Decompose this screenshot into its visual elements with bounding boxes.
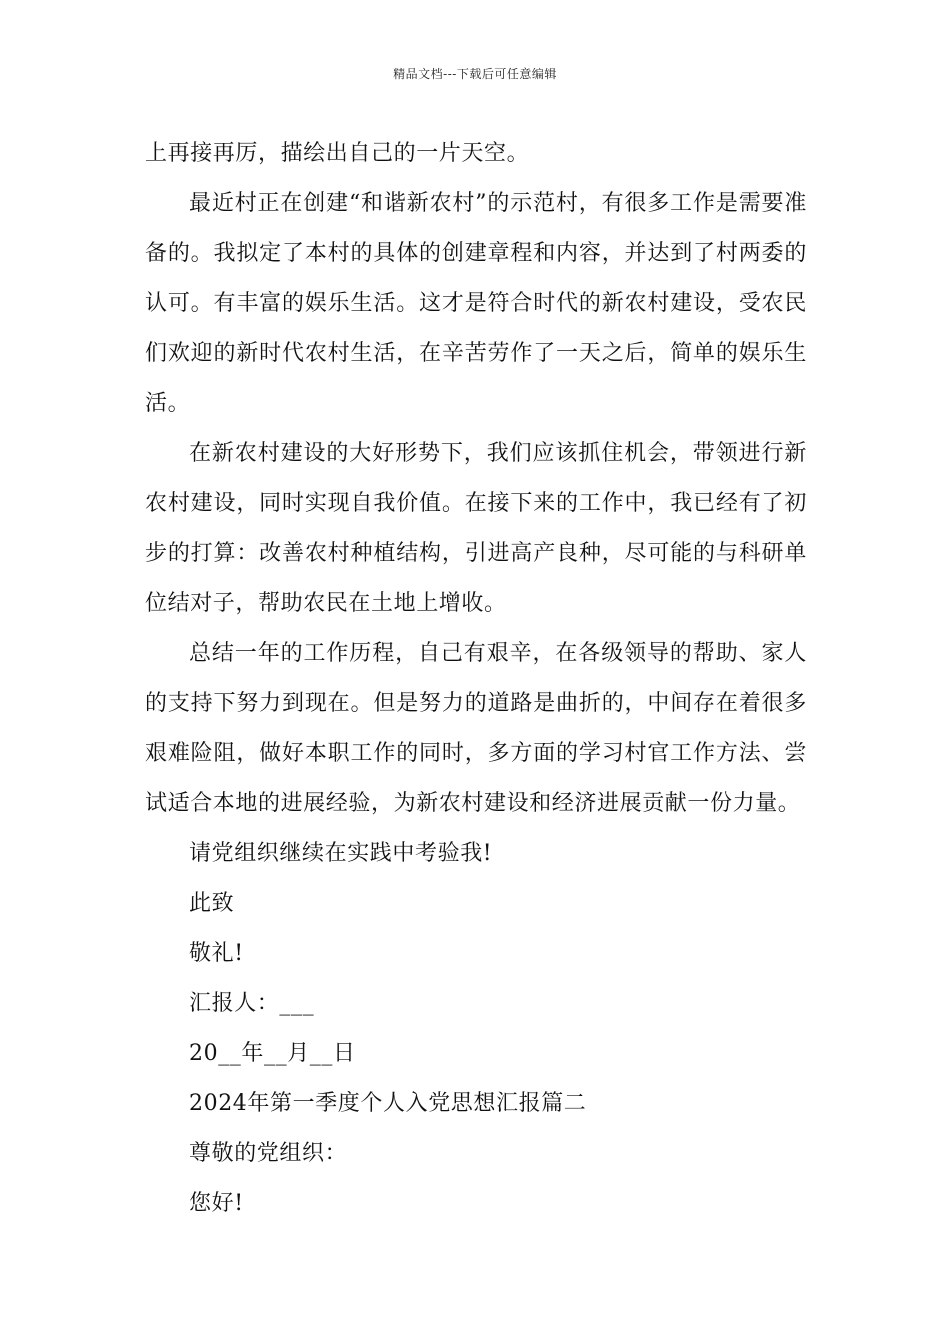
date-line: 20__年__月__日 (189, 1041, 356, 1066)
greeting-addressee: 尊敬的党组织： (189, 1141, 348, 1166)
reporter-line: 汇报人：___ (189, 991, 315, 1016)
paragraph: 在新农村建设的大好形势下，我们应该抓住机会，带领进行新农村建设，同时实现自我价值。在接下来的工作中，我已经有了初步的打算：改善农村种植结构，引进高产良种，尽可能的与科研单位结对子，帮助农民在土地上增收。 (145, 441, 807, 616)
paragraph-continued: 上再接再厉，描绘出自己的一片天空。 (145, 141, 530, 166)
salutation-cizhi: 此致 (189, 891, 235, 916)
section-title: 2024年第一季度个人入党思想汇报篇二 (189, 1091, 587, 1116)
document-body (145, 129, 807, 1229)
page-header: 精品文档---下载后可任意编辑 (393, 67, 557, 81)
closing-request: 请党组织继续在实践中考验我! (189, 841, 493, 866)
greeting-hello: 您好! (189, 1191, 244, 1216)
paragraph: 总结一年的工作历程，自己有艰辛，在各级领导的帮助、家人的支持下努力到现在。但是努力的道路是曲折的，中间存在着很多艰难险阻，做好本职工作的同时，多方面的学习村官工作方法、尝试适合本地的进展经验，为新农村建设和经济进展贡献一份力量。 (145, 641, 807, 816)
salutation-jingli: 敬礼! (189, 941, 244, 966)
paragraph: 最近村正在创建“和谐新农村”的示范村，有很多工作是需要准备的。我拟定了本村的具体的创建章程和内容，并达到了村两委的认可。有丰富的娱乐生活。这才是符合时代的新农村建设，受农民们欢迎的新时代农村生活，在辛苦劳作了一天之后，简单的娱乐生活。 (145, 191, 807, 416)
